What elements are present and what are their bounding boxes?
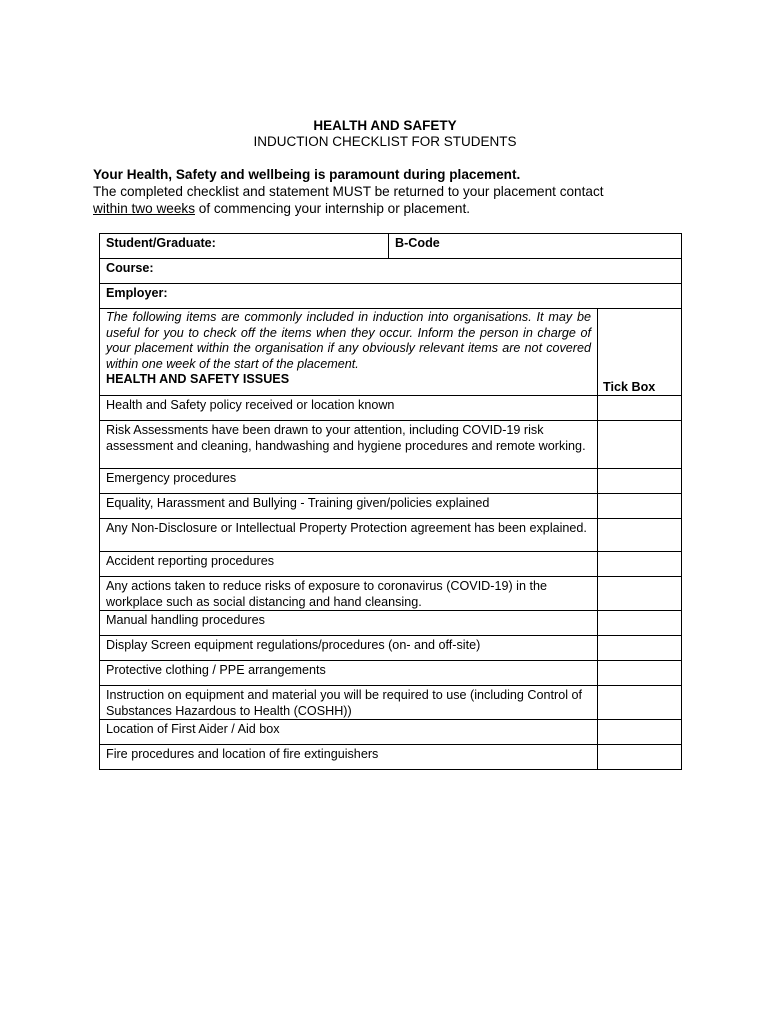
- checklist-row: [100, 636, 682, 661]
- checklist-row: [100, 396, 682, 421]
- employer-row: [100, 284, 682, 309]
- course-row: [100, 259, 682, 284]
- checklist-item: Fire procedures and location of fire extinguishers: [100, 745, 598, 770]
- checklist-row: [100, 577, 682, 611]
- checklist-row: [100, 611, 682, 636]
- intro-line-2: of commencing your internship or placement.: [195, 201, 471, 216]
- induction-checklist-table: [99, 233, 682, 770]
- checklist-item: Manual handling procedures: [100, 611, 598, 636]
- tick-box[interactable]: [598, 396, 682, 421]
- checklist-body: [100, 396, 682, 770]
- checklist-item: Instruction on equipment and material you will be required to use (including Control of Substances Hazardous to Health (COSHH)): [100, 686, 598, 720]
- checklist-item: Display Screen equipment regulations/procedures (on- and off-site): [100, 636, 598, 661]
- checklist-item: Emergency procedures: [100, 469, 598, 494]
- instructions-note: The following items are commonly included in induction into organisations. It may be useful for you to check off the items when they occur. Inform the person in charge of your placement within the organisation if any obviously relevant items are not covered within one week of the start of the placement.: [106, 310, 591, 371]
- tick-box-column-header: Tick Box: [598, 309, 682, 396]
- bcode-field[interactable]: B-Code: [389, 234, 682, 259]
- tick-box[interactable]: [598, 745, 682, 770]
- tick-box[interactable]: [598, 661, 682, 686]
- tick-box[interactable]: [598, 469, 682, 494]
- issues-column-header: HEALTH AND SAFETY ISSUES: [106, 372, 290, 386]
- instructions-row: [100, 309, 682, 396]
- instructions-cell: [100, 309, 598, 396]
- checklist-row: [100, 686, 682, 720]
- tick-box[interactable]: [598, 611, 682, 636]
- tick-box[interactable]: [598, 686, 682, 720]
- checklist-row: [100, 519, 682, 552]
- checklist-row: [100, 469, 682, 494]
- checklist-item: Health and Safety policy received or location known: [100, 396, 598, 421]
- course-field[interactable]: Course:: [100, 259, 682, 284]
- document-title: HEALTH AND SAFETY: [313, 118, 457, 133]
- employer-field[interactable]: Employer:: [100, 284, 682, 309]
- checklist-row: [100, 745, 682, 770]
- tick-box[interactable]: [598, 720, 682, 745]
- tick-box[interactable]: [598, 421, 682, 469]
- checklist-item: Equality, Harassment and Bullying - Training given/policies explained: [100, 494, 598, 519]
- checklist-item: Location of First Aider / Aid box: [100, 720, 598, 745]
- student-row: [100, 234, 682, 259]
- checklist-item: Risk Assessments have been drawn to your attention, including COVID-19 risk assessment and cleaning, handwashing and hygiene procedures and remote working.: [100, 421, 598, 469]
- tick-box[interactable]: [598, 577, 682, 611]
- intro-text: [93, 166, 693, 217]
- intro-deadline: within two weeks: [93, 201, 195, 216]
- intro-line-1: The completed checklist and statement MUST be returned to your placement contact: [93, 184, 604, 199]
- intro-bold: Your Health, Safety and wellbeing is paramount during placement.: [93, 167, 521, 182]
- checklist-row: [100, 720, 682, 745]
- tick-box[interactable]: [598, 636, 682, 661]
- checklist-item: Any Non-Disclosure or Intellectual Property Protection agreement has been explained.: [100, 519, 598, 552]
- tick-box[interactable]: [598, 494, 682, 519]
- tick-box[interactable]: [598, 552, 682, 577]
- checklist-row: [100, 494, 682, 519]
- checklist-item: Any actions taken to reduce risks of exposure to coronavirus (COVID-19) in the workplace such as social distancing and hand cleansing.: [100, 577, 598, 611]
- checklist-item: Accident reporting procedures: [100, 552, 598, 577]
- checklist-item: Protective clothing / PPE arrangements: [100, 661, 598, 686]
- tick-box[interactable]: [598, 519, 682, 552]
- checklist-row: [100, 552, 682, 577]
- student-graduate-field[interactable]: Student/Graduate:: [100, 234, 389, 259]
- document-subtitle: INDUCTION CHECKLIST FOR STUDENTS: [253, 134, 517, 149]
- checklist-row: [100, 421, 682, 469]
- checklist-row: [100, 661, 682, 686]
